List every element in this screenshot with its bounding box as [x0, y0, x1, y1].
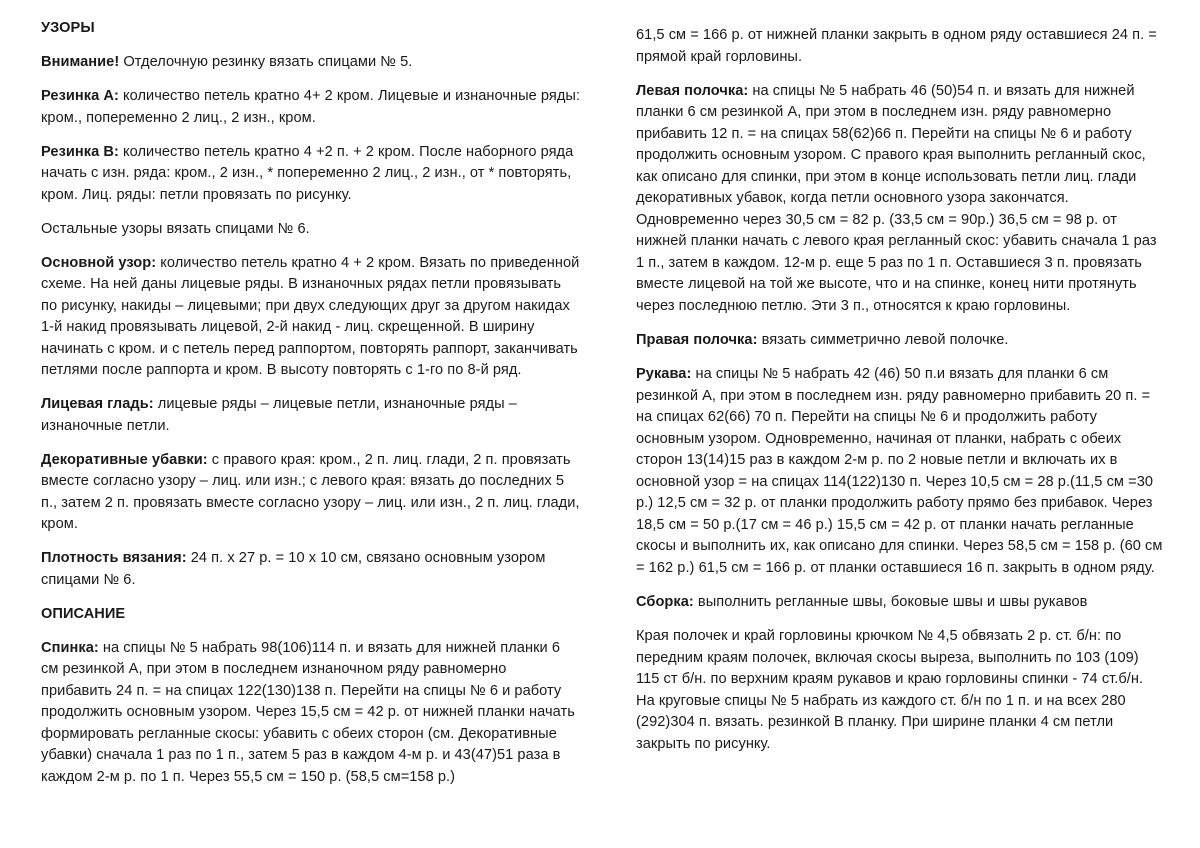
paragraph-rib-a: [41, 86, 581, 129]
paragraph-right-front: [636, 330, 1164, 352]
paragraph-text: количество петель кратно 4 +2 п. + 2 кром. После наборного ряда начать с изн. ряда: кром., 2 изн., * попеременно 2 лиц., 2 изн., от * повторять, кром. Лиц. ряды: петли провязать по рисунку.: [41, 143, 574, 203]
paragraph-text: на спицы № 5 набрать 42 (46) 50 п.и вязать для планки 6 см резинкой А, при этом в последнем изн. ряду равномерно прибавить 20 п. = на спицах 62(66) 70 п. Перейти на спицы № 6 и продолжить работу основным узором. Одновременно, начиная от планки, набрать с обеих сторон 13(14)15 раз в каждом 2-м р. по 2 новые петли и включать их в основной узор = на спицах 114(122)130 п. Через 10,5 см = 28 р.(11,5 см =30 р.) 12,5 см = 32 р. от планки продолжить работу прямо без прибавок. Через 18,5 см = 50 р.(17 см = 46 р.) 15,5 см = 42 р. от планки начать регланные скосы и выполнить их, как описано для спинки. Через 58,5 см = 158 р. (60 см = 162 р.) 61,5 см = 166 р. от планки оставшиеся 16 п. закрыть в одном ряду.: [636, 366, 1163, 576]
paragraph-rib-b: [41, 142, 581, 207]
paragraph-text: лицевые ряды – лицевые петли, изнаночные ряды – изнаночные петли.: [41, 396, 517, 434]
section-title-patterns: УЗОРЫ: [41, 20, 95, 36]
paragraph-text: с правого края: кром., 2 п. лиц. глади, 2 п. провязать вместе согласно узору – лиц. или изн.; с левого края: вязать до последних 5 п., затем 2 п. провязать вместе согласно узору – лиц. или изн., 2 п. лиц. глади, кром.: [41, 451, 580, 532]
paragraph-text: количество петель кратно 4 + 2 кром. Вязать по приведенной схеме. На ней даны лицевые ряды. В изнаночных рядах петли провязывать по рисунку, накиды – лицевыми; при двух следующих друг за другом накидах 1-й накид провязывать лицевой, 2-й накид - лиц. скрещенной. В ширину начинать с кром. и с петель перед раппортом, повторять раппорт, заканчивать петлями после раппорта и кром. В высоту повторять с 1-го по 8-й ряд.: [41, 254, 580, 378]
paragraph-back-continued: 61,5 см = 166 р. от нижней планки закрыть в одном ряду оставшиеся 24 п. = прямой край горловины.: [636, 27, 1157, 65]
paragraph-assembly: [636, 592, 1164, 614]
section-title-description: ОПИСАНИЕ: [41, 605, 126, 622]
paragraph-text: Отделочную резинку вязать спицами № 5.: [119, 54, 413, 70]
left-column: [41, 18, 581, 788]
paragraph-sleeves: [636, 364, 1164, 579]
paragraph-label: Декоративные убавки:: [41, 451, 208, 468]
paragraph-label: Правая полочка:: [636, 332, 758, 349]
paragraph-label: Левая полочка:: [636, 82, 749, 99]
paragraph-text: количество петель кратно 4+ 2 кром. Лицевые и изнаночные ряды: кром., попеременно 2 лиц., 2 изн., кром.: [41, 88, 581, 126]
paragraph-main-pattern: [41, 253, 581, 382]
paragraph-text: на спицы № 5 набрать 98(106)114 п. и вязать для нижней планки 6 см резинкой А, при этом в последнем изнаночном ряду равномерно прибавить 24 п. = на спицах 122(130)138 п. Перейти на спицы № 6 и работу продолжить основным узором. Через 15,5 см = 42 р. от нижней планки начать формировать регланные скосы: убавить с обеих сторон (см. Декоративные убавки) сначала 1 раз по 1 п., затем 5 раз в каждом 4-м р. и 43(47)51 раза в каждом 2-м р. по 1 п. Через 55,5 см = 150 р. (58,5 см=158 р.): [41, 639, 575, 785]
paragraph-text: вязать симметрично левой полочке.: [757, 332, 1009, 349]
paragraph-label: Спинка:: [41, 639, 99, 656]
paragraph-label: Резинка А:: [41, 88, 119, 104]
paragraph-decreases: [41, 450, 581, 536]
paragraph-stockinette: [41, 394, 581, 437]
right-column: [636, 25, 1164, 755]
paragraph-text: на спицы № 5 набрать 46 (50)54 п. и вязать для нижней планки 6 см резинкой А, при этом в последнем изн. ряду равномерно прибавить 12 п. = на спицах 58(62)66 п. Перейти на спицы № 6 и работу продолжить основным узором. С правого края выполнить регланный скос, как описано для спинки, при этом в конце использовать петли лиц. глади декоративных убавок, когда петли основного узора закончатся. Одновременно через 30,5 см = 82 р. (33,5 см = 90р.) 36,5 см = 98 р. от нижней планки начать с левого края регланный скос: убавить сначала 1 раз 1 п., затем в каждом. 12-м р. еще 5 раз по 1 п. Оставшиеся 3 п. провязать вместе лицевой на той же высоте, что и на спинке, конец нити протянуть через последнюю петлю. Эти 3 п., относятся к краю горловины.: [636, 82, 1157, 314]
paragraph-text: выполнить регланные швы, боковые швы и швы рукавов: [693, 594, 1088, 611]
paragraph-back: [41, 638, 581, 789]
paragraph-label: Рукава:: [636, 366, 692, 383]
paragraph-label: Основной узор:: [41, 254, 157, 271]
paragraph-left-front: [636, 81, 1164, 318]
paragraph-attention: [41, 52, 581, 74]
paragraph-label: Резинка В:: [41, 143, 119, 160]
paragraph-label: Внимание!: [41, 54, 120, 70]
paragraph-other-patterns: Остальные узоры вязать спицами № 6.: [41, 220, 310, 237]
paragraph-label: Плотность вязания:: [41, 550, 187, 566]
paragraph-edging: Края полочек и край горловины крючком № 4,5 обвязать 2 р. ст. б/н: по передним краям полочек, включая скосы выреза, выполнить по 103 (109) 115 ст б/н. по верхним краям рукавов и краю горловины спинки - 74 ст.б/н. На круговые спицы № 5 набрать из каждого ст. б/н по 1 п. и на всех 280 (292)304 п. вязать. резинкой В планку. При ширине планки 4 см петли закрыть по рисунку.: [636, 628, 1144, 752]
paragraph-label: Лицевая гладь:: [41, 396, 154, 412]
paragraph-label: Сборка:: [636, 594, 694, 611]
paragraph-gauge: [41, 548, 581, 591]
paragraph-text: 24 п. х 27 р. = 10 х 10 см, связано основным узором спицами № 6.: [41, 550, 546, 588]
